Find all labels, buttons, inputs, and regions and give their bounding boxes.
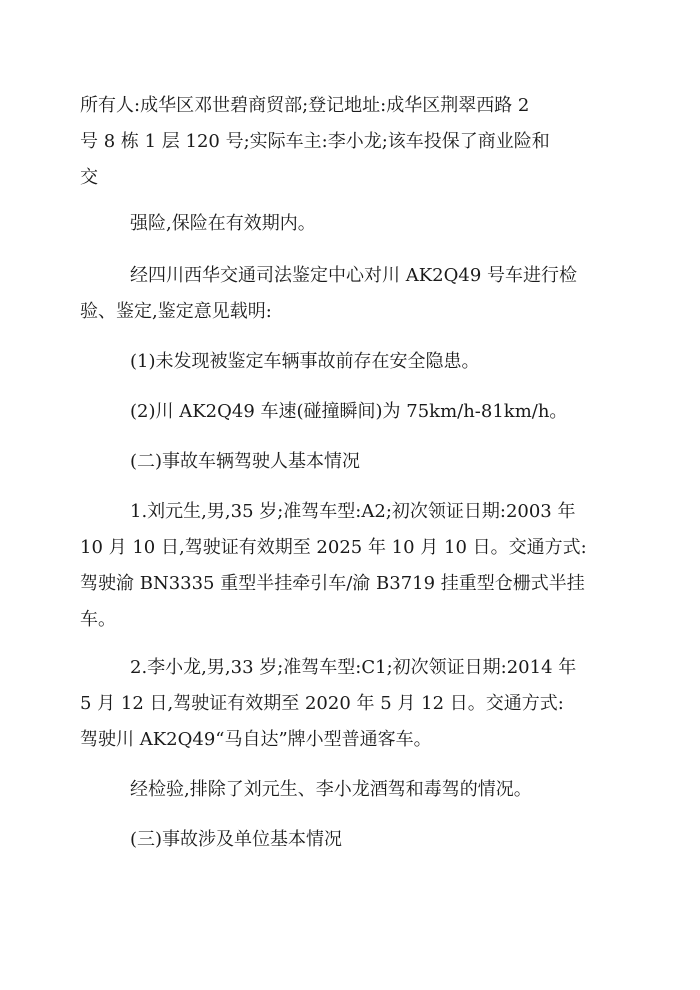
paragraph-appraisal-item-2 [130, 394, 650, 430]
paragraph-insurance [130, 206, 650, 242]
text-line: 10 月 10 日,驾驶证有效期至 2025 年 10 月 10 日。交通方式: [80, 537, 587, 558]
text-line: (二)事故车辆驾驶人基本情况 [130, 451, 361, 472]
text-line: 交 [80, 167, 98, 188]
paragraph-owner-info [80, 88, 600, 196]
section-3-heading [130, 822, 650, 858]
text-line: 车。 [80, 609, 116, 630]
text-line: 驾驶川 AK2Q49“马自达”牌小型普通客车。 [80, 729, 432, 750]
paragraph-driver-2-cont [80, 686, 600, 758]
text-line: 号 8 栋 1 层 120 号;实际车主:李小龙;该车投保了商业险和 [80, 131, 550, 152]
text-line: 2.李小龙,男,33 岁;准驾车型:C1;初次领证日期:2014 年 [130, 657, 577, 678]
text-line: 1.刘元生,男,35 岁;准驾车型:A2;初次领证日期:2003 年 [130, 501, 576, 522]
paragraph-driver-1-cont [80, 530, 600, 638]
text-line: (三)事故涉及单位基本情况 [130, 829, 343, 850]
paragraph-alcohol-check [130, 772, 650, 808]
text-line: 强险,保险在有效期内。 [130, 213, 316, 234]
text-line: 验、鉴定,鉴定意见载明: [80, 301, 272, 322]
text-line: 驾驶渝 BN3335 重型半挂牵引车/渝 B3719 挂重型仓栅式半挂 [80, 573, 585, 594]
text-line: 经四川西华交通司法鉴定中心对川 AK2Q49 号车进行检 [130, 265, 578, 286]
paragraph-driver-1 [130, 494, 650, 530]
text-line: (1)未发现被鉴定车辆事故前存在安全隐患。 [130, 351, 480, 372]
text-line: 5 月 12 日,驾驶证有效期至 2020 年 5 月 12 日。交通方式: [80, 693, 564, 714]
paragraph-driver-2 [130, 650, 650, 686]
paragraph-appraisal-intro [130, 258, 650, 294]
section-2-heading [130, 444, 650, 480]
text-line: 所有人:成华区邓世碧商贸部;登记地址:成华区荆翠西路 2 [80, 95, 530, 116]
paragraph-appraisal-item-1 [130, 344, 650, 380]
text-line: 经检验,排除了刘元生、李小龙酒驾和毒驾的情况。 [130, 779, 532, 800]
paragraph-appraisal-intro-cont [80, 294, 600, 330]
text-line: (2)川 AK2Q49 车速(碰撞瞬间)为 75km/h-81km/h。 [130, 401, 568, 422]
